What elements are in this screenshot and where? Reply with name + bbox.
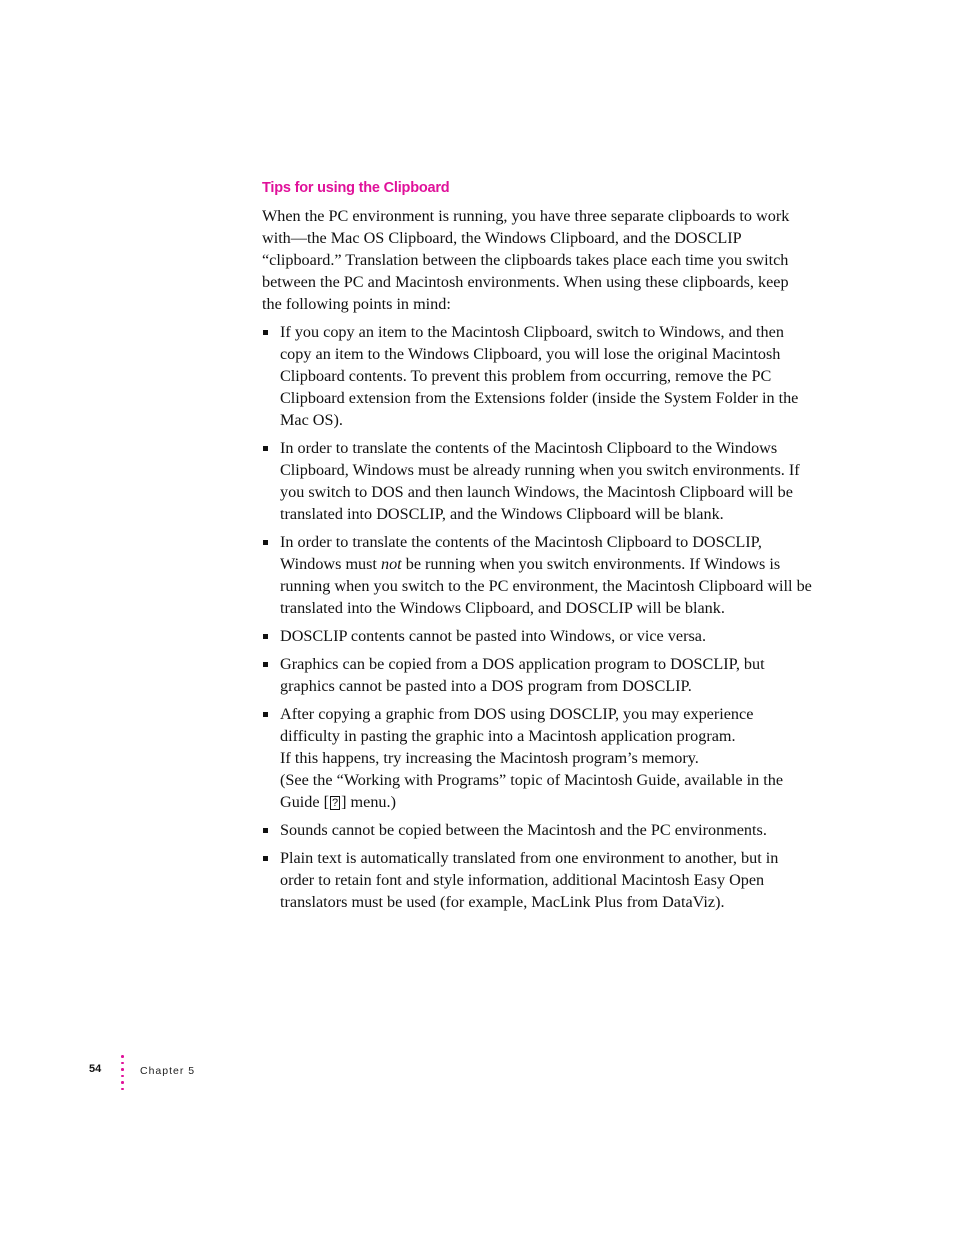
list-item: [262, 437, 812, 525]
list-item: [262, 653, 812, 697]
list-item: [262, 321, 812, 431]
list-item-text: Sounds cannot be copied between the Macintosh and the PC environments.: [280, 821, 767, 839]
list-item: [262, 819, 812, 841]
guide-text-end: ] menu.): [341, 793, 396, 811]
list-item-text: If this happens, try increasing the Macintosh program’s memory.: [280, 749, 699, 767]
square-bullet-icon: [263, 330, 268, 335]
square-bullet-icon: [263, 634, 268, 639]
guide-text-start: (See the “Working with Programs” topic of Macintosh Guide, available in the Guide [: [280, 771, 784, 811]
list-item-text: [280, 771, 783, 811]
list-item-text: [280, 533, 812, 617]
page-content: [262, 178, 812, 919]
square-bullet-icon: [263, 446, 268, 451]
intro-paragraph: When the PC environment is running, you have three separate clipboards to work with—the Mac OS Clipboard, the Windows Clipboard, and the DOSCLIP “clipboard.” Translation between the clipboards takes place each time you switch between the PC and Macintosh environments. When using these clipboards, keep the following points in mind:: [262, 207, 790, 313]
list-item-text-start: In order to translate the contents of the Macintosh Clipboard to DOSCLIP, Windows must: [280, 533, 762, 573]
square-bullet-icon: [263, 828, 268, 833]
list-item: [262, 703, 812, 813]
chapter-label: Chapter 5: [140, 1065, 196, 1077]
list-item: [262, 531, 812, 619]
section-heading: Tips for using the Clipboard: [262, 180, 450, 196]
square-bullet-icon: [263, 662, 268, 667]
dotted-divider: [121, 1055, 125, 1095]
tips-list: [262, 321, 812, 913]
list-item-text: In order to translate the contents of the Macintosh Clipboard to the Windows Clipboard, Windows must be already running when you switch environments. If you switch to DOS and then launch Windows, the Macintosh Clipboard will be translated into DOSCLIP, and the Windows Clipboard will be blank.: [280, 439, 800, 523]
list-item: [262, 847, 812, 913]
square-bullet-icon: [263, 712, 268, 717]
list-item-text: Graphics can be copied from a DOS application program to DOSCLIP, but graphics cannot be pasted into a DOS program from DOSCLIP.: [280, 655, 765, 695]
square-bullet-icon: [263, 856, 268, 861]
emphasis-text: not: [380, 555, 402, 573]
page-footer: [0, 1055, 954, 1095]
list-item-text: After copying a graphic from DOS using DOSCLIP, you may experience difficulty in pasting the graphic into a Macintosh application program.: [280, 705, 754, 745]
page-number: 54: [89, 1063, 102, 1075]
square-bullet-icon: [263, 540, 268, 545]
help-question-icon: ?: [332, 797, 339, 809]
list-item-text: Plain text is automatically translated from one environment to another, but in order to retain font and style information, additional Macintosh Easy Open translators must be used (for example, MacLink Plus from DataViz).: [280, 849, 779, 911]
list-item-text: If you copy an item to the Macintosh Clipboard, switch to Windows, and then copy an item to the Windows Clipboard, you will lose the original Macintosh Clipboard contents. To prevent this problem from occurring, remove the PC Clipboard extension from the Extensions folder (inside the System Folder in the Mac OS).: [280, 323, 799, 429]
list-item: [262, 625, 812, 647]
list-item-text: DOSCLIP contents cannot be pasted into Windows, or vice versa.: [280, 627, 706, 645]
list-item-text-end: be running when you switch environments. If Windows is running when you switch to the PC environment, the Macintosh Clipboard will be translated into the Windows Clipboard, and DOSCLIP will be blank.: [280, 555, 812, 617]
